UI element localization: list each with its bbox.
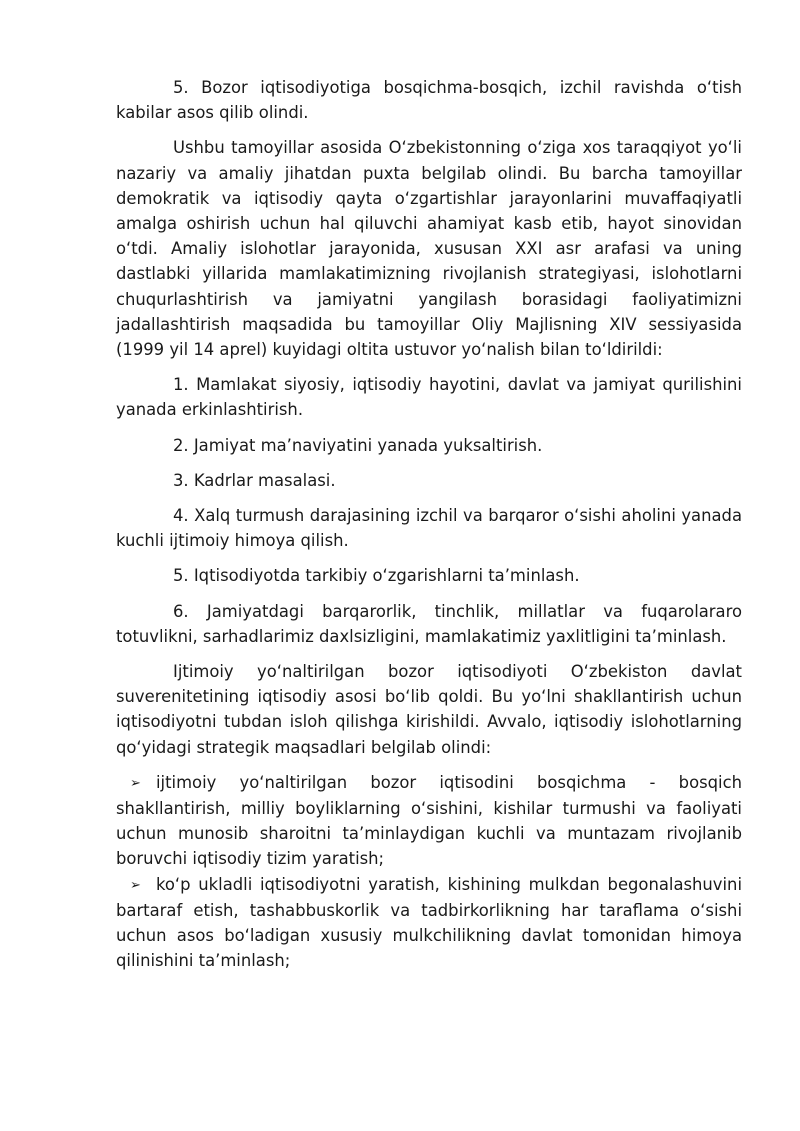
bullet-item-2 <box>116 872 742 974</box>
paragraph-priority-1: 1. Mamlakat siyosiy, iqtisodiy hayotini, davlat va jamiyat qurilishini yanada erkinlashtirish. <box>116 375 742 420</box>
bullet-item-text: ijtimoiy yo‘naltirilgan bozor iqtisodini bosqichma - bosqich shakllantirish, milliy boyliklarning o‘sishini, kishilar turmushi va faoliyati uchun munosib sharoitni ta’minlaydigan kuchli va muntazam rivojlanib boruvchi iqtisodiy tizim yaratish; <box>116 772 742 869</box>
paragraph-priority-4: 4. Xalq turmush darajasining izchil va barqaror o‘sishi aholini yanada kuchli ijtimoiy himoya qilish. <box>116 506 742 551</box>
paragraph-item-5-market-transition: 5. Bozor iqtisodiyotiga bosqichma-bosqich, izchil ravishda o‘tish kabilar asos qilib olindi. <box>116 78 742 123</box>
paragraph-principles-priorities: Ushbu tamoyillar asosida O‘zbekistonning o‘ziga xos taraqqiyot yo‘li nazariy va amaliy jihatdan puxta belgilab olindi. Bu barcha tamoyillar demokratik va iqtisodiy qayta o‘zgartishlar jarayonlarini muvaffaqiyatli amalga oshirish uchun hal qiluvchi ahamiyat kasb etib, hayot sinovidan o‘tdi. Amaliy islohotlar jarayonida, xususan XXI asr arafasi va uning dastlabki yillarida mamlakatimizning rivojlanish strategiyasi, islohotlarni chuqurlashtirish va jamiyatni yangilash borasidagi faoliyatimizni jadallashtirish maqsadida bu tamoyillar Oliy Majlisning XIV sessiyasida (1999 yil 14 aprel) kuyidagi oltita ustuvor yo‘nalish bilan to‘ldirildi: <box>116 138 742 360</box>
paragraph-priority-6: 6. Jamiyatdagi barqarorlik, tinchlik, millatlar va fuqarolararo totuvlikni, sarhadlarimiz daxlsizligini, mamlakatimiz yaxlitligini ta’minlash. <box>116 601 742 646</box>
document-page <box>116 75 742 974</box>
paragraph-strategic-goals: Ijtimoiy yo‘naltirilgan bozor iqtisodiyoti O‘zbekiston davlat suverenitetining iqtisodiy asosi bo‘lib qoldi. Bu yo‘lni shakllantirish uchun iqtisodiyotni tubdan isloh qilishga kirishildi. Avvalo, iqtisodiy islohotlarning qo‘yidagi strategik maqsadlari belgilab olindi: <box>116 662 742 757</box>
paragraph-priority-5: 5. Iqtisodiyotda tarkibiy o‘zgarishlarni ta’minlash. <box>173 566 580 586</box>
bullet-item-1 <box>116 770 742 872</box>
arrowhead-bullet-icon: ➢ <box>130 775 141 791</box>
paragraph-priority-2: 2. Jamiyat ma’naviyatini yanada yuksaltirish. <box>173 435 543 455</box>
bullet-item-text: ko‘p ukladli iqtisodiyotni yaratish, kishining mulkdan begonalashuvini bartaraf etish, tashabbuskorlik va tadbirkorlikning har taraflama o‘sishi uchun asos bo‘ladigan xususiy mulkchilikning davlat tomonidan himoya qilinishini ta’minlash; <box>116 874 742 971</box>
paragraph-priority-3: 3. Kadrlar masalasi. <box>173 470 336 490</box>
arrowhead-bullet-icon: ➢ <box>130 877 141 893</box>
